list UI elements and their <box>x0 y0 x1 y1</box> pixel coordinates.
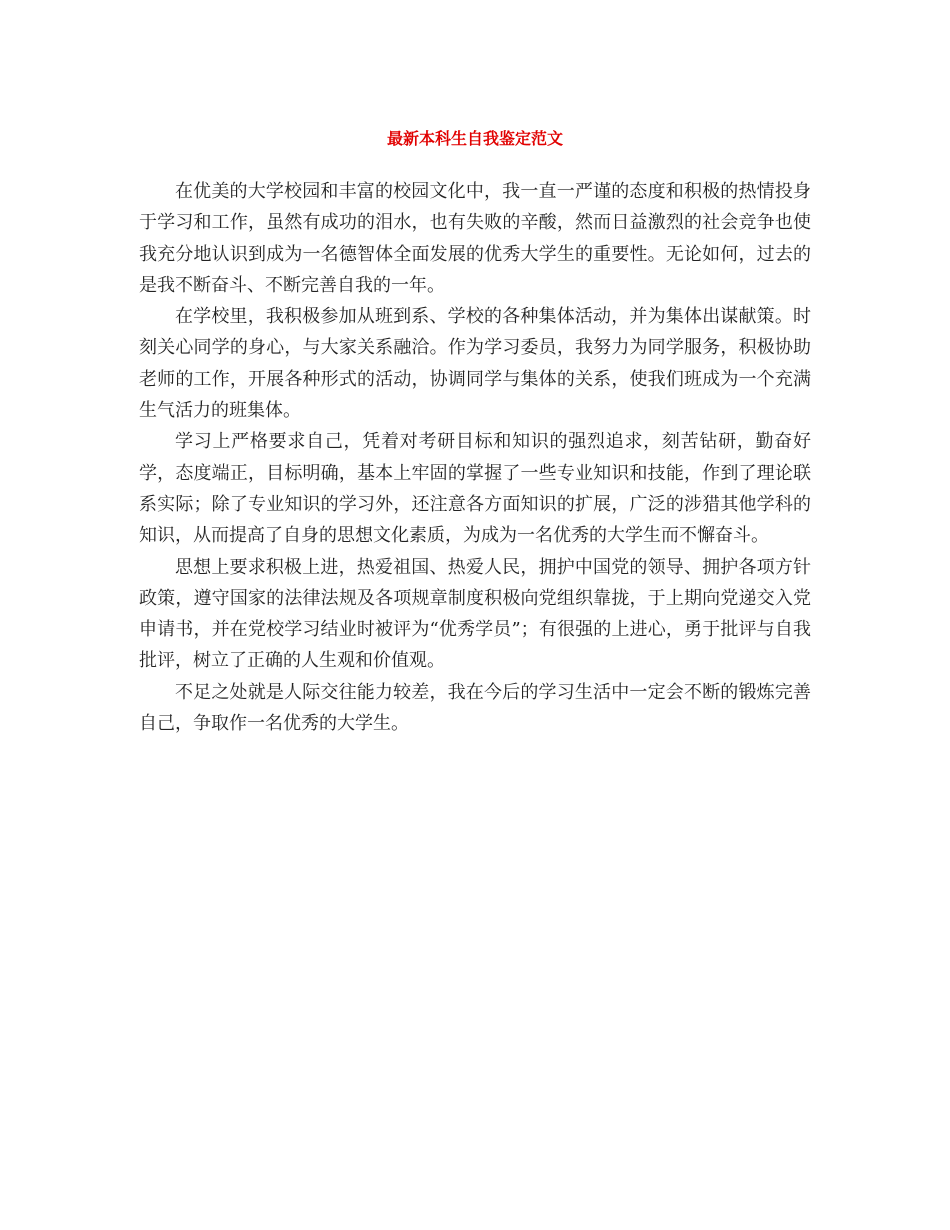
document-title: 最新本科生自我鉴定范文 <box>386 129 563 148</box>
paragraph: 不足之处就是人际交往能力较差，我在今后的学习生活中一定会不断的锻炼完善自己，争取作一名优秀的大学生。 <box>139 681 811 735</box>
paragraph: 思想上要求积极上进，热爱祖国、热爱人民，拥护中国党的领导、拥护各项方针政策，遵守国家的法律法规及各项规章制度积极向党组织靠拢，于上期向党递交入党申请书，并在党校学习结业时被评为“优秀学员”；有很强的上进心，勇于批评与自我批评，树立了正确的人生观和价值观。 <box>139 556 811 672</box>
paragraph: 在学校里，我积极参加从班到系、学校的各种集体活动，并为集体出谋献策。时刻关心同学的身心，与大家关系融洽。作为学习委员，我努力为同学服务，积极协助老师的工作，开展各种形式的活动，协调同学与集体的关系，使我们班成为一个充满生气活力的班集体。 <box>139 306 811 422</box>
paragraph: 在优美的大学校园和丰富的校园文化中，我一直一严谨的态度和积极的热情投身于学习和工作，虽然有成功的泪水，也有失败的辛酸，然而日益激烈的社会竞争也使我充分地认识到成为一名德智体全面发展的优秀大学生的重要性。无论如何，过去的是我不断奋斗、不断完善自我的一年。 <box>139 181 811 296</box>
document-body <box>139 176 811 739</box>
paragraph: 学习上严格要求自己，凭着对考研目标和知识的强烈追求，刻苦钻研，勤奋好学，态度端正，目标明确，基本上牢固的掌握了一些专业知识和技能，作到了理论联系实际；除了专业知识的学习外，还注意各方面知识的扩展，广泛的涉猎其他学科的知识，从而提高了自身的思想文化素质，为成为一名优秀的大学生而不懈奋斗。 <box>139 431 811 547</box>
